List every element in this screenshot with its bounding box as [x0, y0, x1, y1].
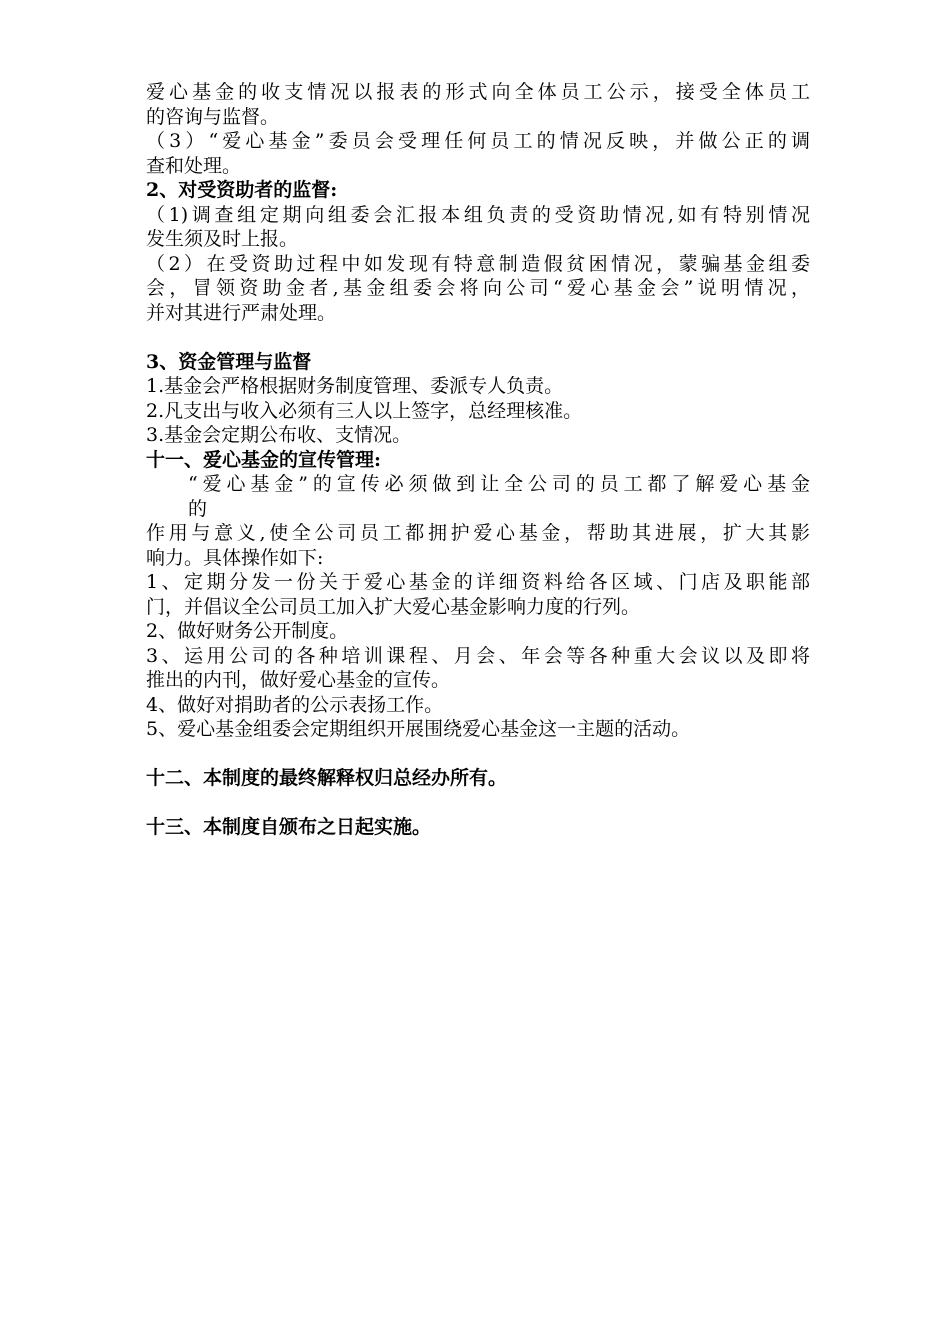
section-heading: 2、对受资助者的监督: — [146, 179, 338, 201]
paragraph-line: 并对其进行严肃处理。 — [146, 301, 337, 324]
blank-line — [146, 742, 810, 767]
blank-line — [146, 791, 810, 816]
list-item: 门，并倡议全公司员工加入扩大爱心基金影响力度的行列。 — [146, 595, 641, 618]
paragraph-line: 的咨询与监督。 — [146, 105, 280, 128]
paragraph-line: 查和处理。 — [146, 154, 242, 177]
list-item: 1.基金会严格根据财务制度管理、委派专人负责。 — [146, 375, 564, 397]
chapter-heading: 十一、爱心基金的宣传管理: — [146, 448, 382, 471]
paragraph-line: 的 — [188, 497, 208, 520]
blank-line — [146, 325, 810, 350]
paragraph-line: 会，冒领资助金者,基金组委会将向公司“爱心基金会”说明情况， — [146, 277, 810, 299]
paragraph-line: “爱心基金”的宣传必须做到让全公司的员工都了解爱心基金 — [188, 473, 810, 495]
paragraph-line: （2）在受资助过程中如发现有特意制造假贫困情况，蒙骗基金组委 — [146, 252, 810, 275]
document-body — [146, 80, 810, 840]
list-item: 3、运用公司的各种培训课程、月会、年会等各种重大会议以及即将 — [146, 644, 810, 667]
paragraph-line: 爱心基金的收支情况以报表的形式向全体员工公示，接受全体员工 — [146, 81, 810, 103]
list-item: 推出的内刊，做好爱心基金的宣传。 — [146, 669, 451, 691]
list-item: 1、定期分发一份关于爱心基金的详细资料给各区域、门店及职能部 — [146, 571, 810, 593]
paragraph-line: （3）“爱心基金”委员会受理任何员工的情况反映，并做公正的调 — [146, 130, 810, 152]
paragraph-line: 响力。具体操作如下: — [146, 546, 324, 569]
chapter-heading: 十三、本制度自颁布之日起实施。 — [146, 816, 432, 838]
list-item: 2、做好财务公开制度。 — [146, 620, 349, 642]
paragraph-line: 作用与意义,使全公司员工都拥护爱心基金，帮助其进展，扩大其影 — [146, 522, 810, 544]
list-item: 2.凡支出与收入必须有三人以上签字，总经理核准。 — [146, 399, 583, 422]
list-item: 3.基金会定期公布收、支情况。 — [146, 424, 412, 446]
paragraph-line: 发生须及时上报。 — [146, 228, 299, 250]
chapter-heading: 十二、本制度的最终解释权归总经办所有。 — [146, 767, 508, 789]
list-item: 4、做好对捐助者的公示表扬工作。 — [146, 693, 444, 716]
paragraph-line: （1)调查组定期向组委会汇报本组负责的受资助情况,如有特别情况 — [146, 203, 810, 226]
section-heading: 3、资金管理与监督 — [146, 350, 312, 373]
list-item: 5、爱心基金组委会定期组织开展围绕爱心基金这一主题的活动。 — [146, 718, 691, 740]
